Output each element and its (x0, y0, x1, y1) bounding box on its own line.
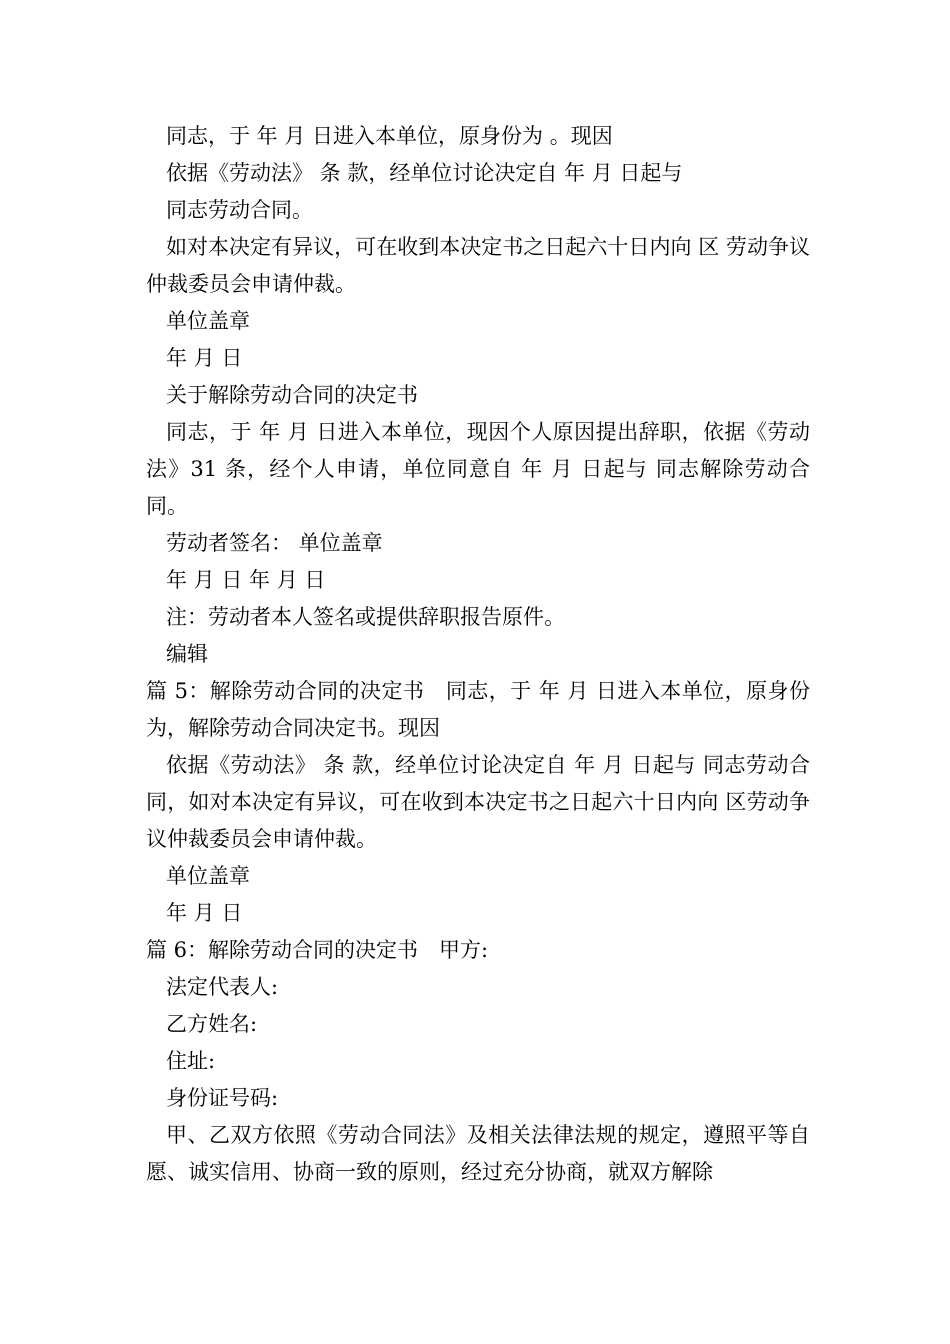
note-line: 注：劳动者本人签名或提供辞职报告原件。 (166, 605, 565, 629)
field-party-b-name: 乙方姓名: (166, 1012, 258, 1036)
paragraph-1: 同志，于 年 月 日进入本单位，原身份为 。现因 (166, 124, 613, 148)
paragraph-4: 如对本决定有异议，可在收到本决定书之日起六十日内向 区 劳动争议仲裁委员会申请仲裁。 (146, 235, 810, 296)
field-id-number: 身份证号码: (166, 1086, 279, 1110)
field-legal-rep: 法定代表人: (166, 975, 279, 999)
field-address: 住址: (166, 1049, 216, 1073)
section-5-heading: 篇 5：解除劳动合同的决定书 同志，于 年 月 日进入本单位，原身份为，解除劳动合同决定书。现因 (146, 679, 810, 740)
paragraph-14: 依据《劳动法》 条 款，经单位讨论决定自 年 月 日起与 同志劳动合同，如对本决定有异议，可在收到本决定书之日起六十日内向 区劳动争议仲裁委员会申请仲裁。 (146, 753, 810, 851)
date-line-double: 年 月 日 年 月 日 (166, 568, 326, 592)
document-body (146, 118, 810, 1191)
signature-unit-seal: 单位盖章 (166, 309, 250, 333)
paragraph-3: 同志劳动合同。 (166, 198, 313, 222)
paragraph-2: 依据《劳动法》 条 款，经单位讨论决定自 年 月 日起与 (166, 161, 683, 185)
date-line-2: 年 月 日 (166, 901, 243, 925)
edit-label: 编辑 (166, 642, 208, 666)
section-title: 关于解除劳动合同的决定书 (166, 383, 418, 407)
signature-line: 劳动者签名： 单位盖章 (166, 531, 383, 555)
date-line: 年 月 日 (166, 346, 243, 370)
paragraph-22: 甲、乙双方依照《劳动合同法》及相关法律法规的规定，遵照平等自愿、诚实信用、协商一致的原则，经过充分协商，就双方解除 (146, 1123, 810, 1184)
paragraph-8: 同志，于 年 月 日进入本单位，现因个人原因提出辞职，依据《劳动法》31 条，经个人申请，单位同意自 年 月 日起与 同志解除劳动合同。 (146, 420, 810, 518)
signature-unit-seal-2: 单位盖章 (166, 864, 250, 888)
section-6-heading: 篇 6：解除劳动合同的决定书 甲方: (146, 938, 489, 962)
